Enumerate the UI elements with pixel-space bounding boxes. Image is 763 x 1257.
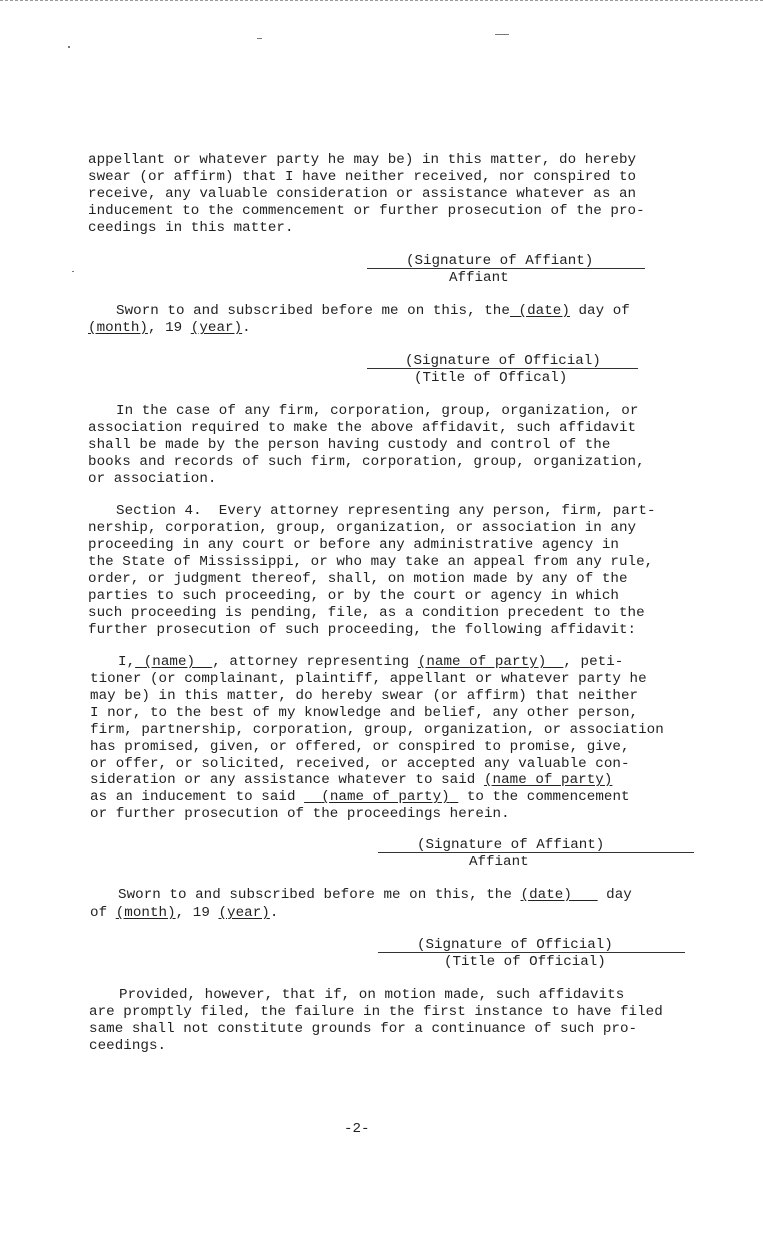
text-line: are promptly filed, the failure in the first instance to have filed	[89, 1004, 663, 1020]
text-line: shall be made by the person having custody and control of the	[88, 437, 611, 453]
signature-title: (Title of Offical)	[414, 370, 568, 386]
text-line: such proceeding is pending, file, as a condition precedent to the	[88, 605, 645, 621]
signature-title: Affiant	[449, 270, 509, 286]
text-line: order, or judgment thereof, shall, on motion made by any of the	[88, 571, 628, 587]
sworn-text: Sworn to and subscribed before me on this, the	[116, 303, 510, 319]
text-line: inducement to the commencement or further prosecution of the pro-	[88, 203, 645, 219]
signature-title: (Title of Official)	[444, 954, 606, 970]
text-line: appellant or whatever party he may be) in this matter, do hereby	[88, 152, 637, 168]
text-line: proceeding in any court or before any administrative agency in	[88, 537, 619, 553]
party-blank: (name of party)	[321, 789, 450, 805]
page-number: -2-	[344, 1121, 370, 1137]
date-blank: (date)	[520, 887, 572, 903]
signature-caption: (Signature of Affiant)	[406, 253, 594, 269]
text-line: swear (or affirm) that I have neither received, nor conspired to	[88, 169, 637, 185]
party-blank: (name of party)	[417, 654, 547, 670]
scan-speck	[495, 34, 509, 35]
text-line: further prosecution of such proceeding, the following affidavit:	[88, 622, 637, 638]
text-line: tioner (or complainant, plaintiff, appellant or whatever party he	[90, 671, 647, 687]
text-line: or offer, or solicited, received, or accepted any valuable con-	[90, 756, 630, 772]
text-line: ceedings.	[89, 1038, 167, 1054]
party-blank: (name of party)	[483, 772, 613, 788]
scan-speck	[68, 46, 70, 48]
text-line: may be) in this matter, do hereby swear (or affirm) that neither	[90, 688, 639, 704]
text-line: Section 4. Every attorney representing any person, firm, part-	[116, 503, 656, 519]
page-top-border	[0, 0, 763, 1]
text-line: or further prosecution of the proceedings herein.	[90, 806, 510, 822]
text-line: receive, any valuable consideration or assistance whatever as an	[88, 186, 637, 202]
text-line: firm, partnership, corporation, group, organization, or association	[90, 722, 664, 738]
signature-caption: (Signature of Official)	[405, 353, 601, 369]
text-line: parties to such proceeding, or by the court or agency in which	[88, 588, 619, 604]
text-line: same shall not constitute grounds for a continuance of such pro-	[89, 1021, 638, 1037]
signature-title: Affiant	[469, 854, 529, 870]
date-blank: (date)	[518, 303, 570, 319]
text-line: nership, corporation, group, organization, or association in any	[88, 520, 637, 536]
text-line: the State of Mississippi, or who may take an appeal from any rule,	[88, 554, 654, 570]
text-line: ceedings in this matter.	[88, 220, 294, 236]
text-line: Provided, however, that if, on motion made, such affidavits	[119, 987, 625, 1003]
year-blank: (year)	[190, 320, 243, 336]
signature-caption: (Signature of Affiant)	[417, 837, 605, 853]
text-line: association required to make the above affidavit, such affidavit	[88, 420, 637, 436]
month-blank: (month)	[115, 905, 176, 921]
signature-caption: (Signature of Official)	[417, 937, 613, 953]
text-line: I nor, to the best of my knowledge and belief, any other person,	[90, 705, 639, 721]
text-line: or association.	[88, 471, 217, 487]
text-line: books and records of such firm, corporation, group, organization,	[88, 454, 645, 470]
text-line: In the case of any firm, corporation, group, organization, or	[116, 403, 639, 419]
text-line: has promised, given, or offered, or conspired to promise, give,	[90, 739, 630, 755]
year-blank: (year)	[218, 905, 270, 921]
scan-speck	[72, 271, 74, 272]
month-blank: (month)	[88, 320, 148, 336]
name-blank: (name)	[143, 654, 196, 670]
scan-speck	[257, 38, 262, 39]
